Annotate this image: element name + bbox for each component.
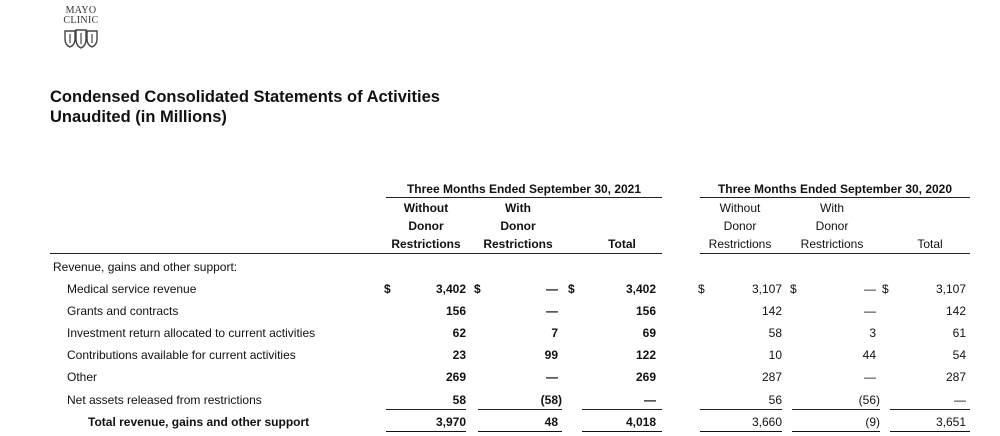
section-label: Revenue, gains and other support: [53,260,238,274]
mayo-clinic-logo [58,6,104,49]
cell-2020-without: 58 [768,326,782,340]
cell-2020-total: 142 [945,304,966,318]
cell-2021-with: — [546,304,558,318]
cell-2020-with: 3 [869,326,876,340]
cell-2020-total: 3,107 [935,282,966,296]
cell-2021-without: 58 [452,393,466,407]
logo-text-line1: MAYO [65,5,97,16]
total-2020-with: (9) [865,415,880,429]
total-rule [582,431,662,432]
header-rule-2021 [50,253,662,254]
subtotal-rule [700,409,782,410]
total-2020-total: 3,651 [935,415,966,429]
cell-2021-without: 23 [452,348,466,362]
cell-2021-total: — [644,393,656,407]
cell-2021-with: 7 [551,326,558,340]
col-2020-with-l2: Donor [815,219,849,233]
cell-2020-with: — [864,370,876,384]
col-2020-with-l3: Restrictions [800,237,864,251]
cell-2020-with: 44 [862,348,876,362]
total-rule [478,431,562,432]
col-2021-with-l2: Donor [500,219,536,233]
cell-2021-total: 156 [635,304,656,318]
cell-2021-without: 156 [445,304,466,318]
cell-2020-without: 3,107 [751,282,782,296]
total-rule [792,431,880,432]
dollar-sign: $ [474,282,481,296]
cell-2021-with: 99 [544,348,558,362]
col-2021-without-l2: Donor [408,219,444,233]
cell-2020-total: 287 [945,370,966,384]
row-label-contributions: Contributions available for current activities [67,348,296,362]
col-2020-with-l1: With [820,201,844,215]
cell-2020-without: 56 [768,393,782,407]
logo-text-line2: CLINIC [63,15,99,26]
cell-2020-total: — [954,393,966,407]
col-2021-without-l1: Without [403,201,449,215]
cell-2021-total: 3,402 [625,282,656,296]
cell-2021-with: (58) [540,393,562,407]
subtotal-rule [478,409,562,410]
total-2021-with: 48 [544,415,558,429]
total-rule [700,431,782,432]
col-2021-total-l3: Total [608,237,636,251]
cell-2020-with: — [864,282,876,296]
col-2020-without-l3: Restrictions [708,237,772,251]
dollar-sign: $ [790,282,797,296]
cell-2021-total: 269 [635,370,656,384]
row-label-grants-and-contracts: Grants and contracts [67,304,179,318]
col-2021-with-l3: Restrictions [483,237,553,251]
col-2021-with-l1: With [505,201,531,215]
total-2021-without: 3,970 [435,415,466,429]
cell-2020-without: 142 [761,304,782,318]
col-2020-without-l2: Donor [723,219,757,233]
cell-2020-without: 10 [768,348,782,362]
period-2021-rule [386,197,662,198]
row-label-medical-service-revenue: Medical service revenue [67,282,197,296]
cell-2021-without: 3,402 [435,282,466,296]
cell-2020-with: — [864,304,876,318]
cell-2021-with: — [546,370,558,384]
subtotal-rule [386,409,466,410]
total-2021-total: 4,018 [625,415,656,429]
cell-2021-total: 69 [642,326,656,340]
cell-2021-with: — [546,282,558,296]
cell-2020-without: 287 [761,370,782,384]
total-2020-without: 3,660 [751,415,782,429]
header-rule-2020 [700,253,970,254]
page-title [50,87,440,127]
period-2021-header: Three Months Ended September 30, 2021 [406,182,642,196]
three-shields-icon [63,29,99,49]
subtotal-rule [792,409,880,410]
row-label-net-assets-released: Net assets released from restrictions [67,393,262,407]
cell-2021-without: 62 [452,326,466,340]
period-2020-rule [700,197,970,198]
subtotal-rule [890,409,970,410]
total-rule [890,431,970,432]
title-line1: Condensed Consolidated Statements of Activities [50,88,440,106]
cell-2020-with: (56) [858,393,880,407]
cell-2021-without: 269 [445,370,466,384]
dollar-sign: $ [698,282,705,296]
cell-2020-total: 54 [952,348,966,362]
period-2020-header: Three Months Ended September 30, 2020 [717,182,953,196]
row-label-other: Other [67,370,98,384]
dollar-sign: $ [568,282,575,296]
cell-2020-total: 61 [952,326,966,340]
total-rule [386,431,466,432]
dollar-sign: $ [882,282,889,296]
col-2020-total-l3: Total [917,237,943,251]
col-2021-without-l3: Restrictions [391,237,461,251]
row-label-investment-return: Investment return allocated to current activities [67,326,316,340]
cell-2021-total: 122 [635,348,656,362]
col-2020-without-l1: Without [719,201,761,215]
title-line2: Unaudited (in Millions) [50,108,227,126]
subtotal-rule [582,409,662,410]
dollar-sign: $ [384,282,391,296]
total-row-label: Total revenue, gains and other support [88,415,310,429]
